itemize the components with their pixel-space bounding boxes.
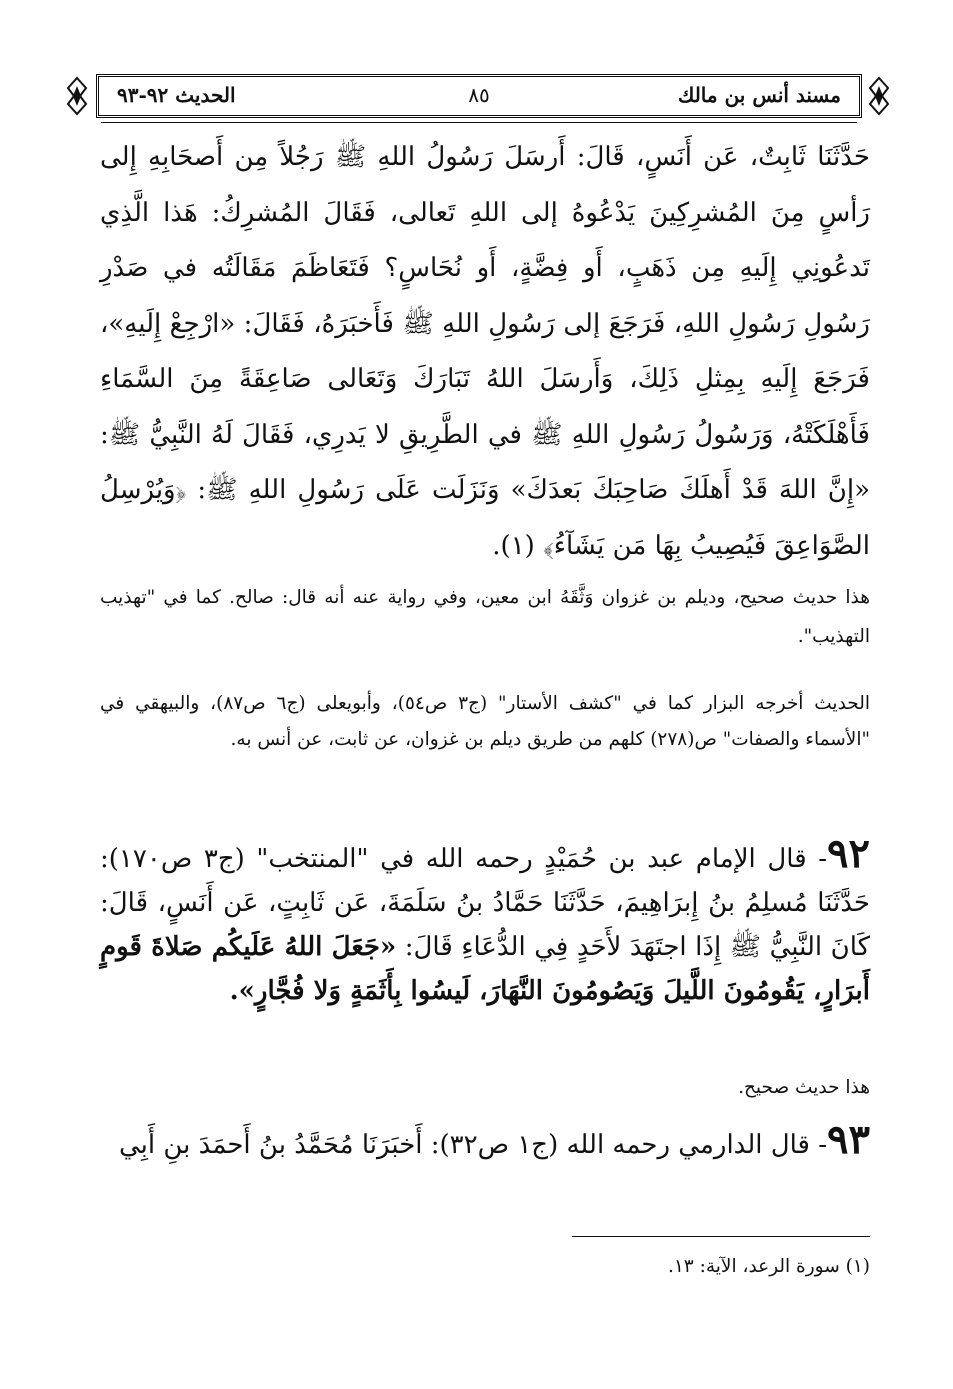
book-title: مسند أنس بن مالك: [677, 83, 841, 107]
hadith-92-matn: «جَعَلَ اللهُ عَلَيكُم صَلاةَ قَومٍ أَبرَارٍ، يَقُومُونَ اللَّيلَ وَيَصُومُونَ النَّهَارَ، لَيسُوا بِأَثَمَةٍ وَلا فُجَّارٍ».: [100, 932, 870, 1006]
hadith-91-text: حَدَّثَنَا ثَابِتٌ، عَن أَنَسٍ، قَالَ: أَرسَلَ رَسُولُ اللهِ ﷺ رَجُلاً مِن أَصحَابِهِ إِلى رَأسٍ مِنَ المُشرِكِينَ يَدْعُوهُ إلى اللهِ تَعالى، فَقَالَ المُشرِكُ: هَذا الَّذِي تَدعُونِي إِلَيهِ مِن ذَهَبٍ، أَو فِضَّةٍ، أَو نُحَاسٍ؟ فَتَعَاظَمَ مَقَالَتُه في صَدْرِ رَسُولِ رَسُولِ اللهِ، فَرَجَعَ إلى رَسُولِ اللهِ ﷺ فَأَخبَرَهُ، فَقَالَ: «ارْجِعْ إِلَيهِ»، فَرَجَعَ إِلَيهِ بِمِثلِ ذَلِكَ، وَأَرسَلَ اللهُ تَبَارَكَ وَتَعَالى صَاعِقَةً مِنَ السَّمَاءِ فَأَهْلَكَتْهُ، وَرَسُولُ رَسُولِ اللهِ ﷺ في الطَّرِيقِ لا يَدرِي، فَقَالَ لَهُ النَّبِيُّ ﷺ: «إِنَّ اللهَ قَدْ أَهلَكَ صَاحِبَكَ بَعدَكَ» وَنَزَلَت عَلَى رَسُولِ اللهِ ﷺ: ﴿وَيُرْسِلُ الصَّوَاعِقَ فَيُصِيبُ بِهَا مَن يَشَآءُ﴾ (١).: [100, 142, 870, 561]
footnote-divider: [572, 1236, 870, 1237]
ornament-right-icon: [866, 76, 892, 116]
hadith-92-grading: هذا حديث صحيح.: [738, 1077, 870, 1098]
hadith-92-number: ٩٢: [827, 830, 870, 877]
page-number: ٨٥: [468, 83, 490, 107]
hadith-range: الحديث ٩٢-٩٣: [117, 83, 236, 107]
hadith-93-number: ٩٣: [827, 1116, 870, 1163]
hadith-93-isnad: - قال الدارمي رحمه الله (ج١ ص٣٢): أَخبَرَنَا مُحَمَّدُ بنُ أَحمَدَ بنِ أَبِي: [118, 1130, 828, 1160]
hadith-92: [100, 832, 870, 1013]
page-header: [96, 74, 862, 118]
footnote: (١) سورة الرعد، الآية: ١٣.: [667, 1256, 870, 1277]
ornament-left-icon: [64, 76, 90, 116]
hadith-93: [100, 1118, 870, 1167]
hadith-92-isnad: - قال الإمام عبد بن حُمَيْدٍ رحمه الله في "المنتخب" (ج٣ ص١٧٠): حَدَّثَنَا مُسلِمُ بنُ إِبرَاهِيمَ، حَدَّثَنَا حَمَّادُ بنُ سَلَمَةَ، عَن ثَابِتٍ، عَن أَنَسٍ، قَالَ: كَانَ النَّبِيُّ ﷺ إِذَا اجتَهَدَ لأَحَدٍ فِي الدُّعَاءِ قَالَ:: [100, 844, 871, 962]
grading-comment: هذا حديث صحيح، وديلم بن غزوان وَثَّقَهُ ابن معين، وفي رواية عنه أنه قال: صالح. كما في "تهذيب التهذيب".: [100, 587, 870, 647]
takhrij-comment: الحديث أخرجه البزار كما في "كشف الأستار" (ج٣ ص٥٤)، وأبويعلى (ج٦ ص٨٧)، والبيهقي في "الأسماء والصفات" ص(٢٧٨) كلهم من طريق ديلم بن غزوان، عن ثابت، عن أنس به.: [100, 693, 871, 750]
